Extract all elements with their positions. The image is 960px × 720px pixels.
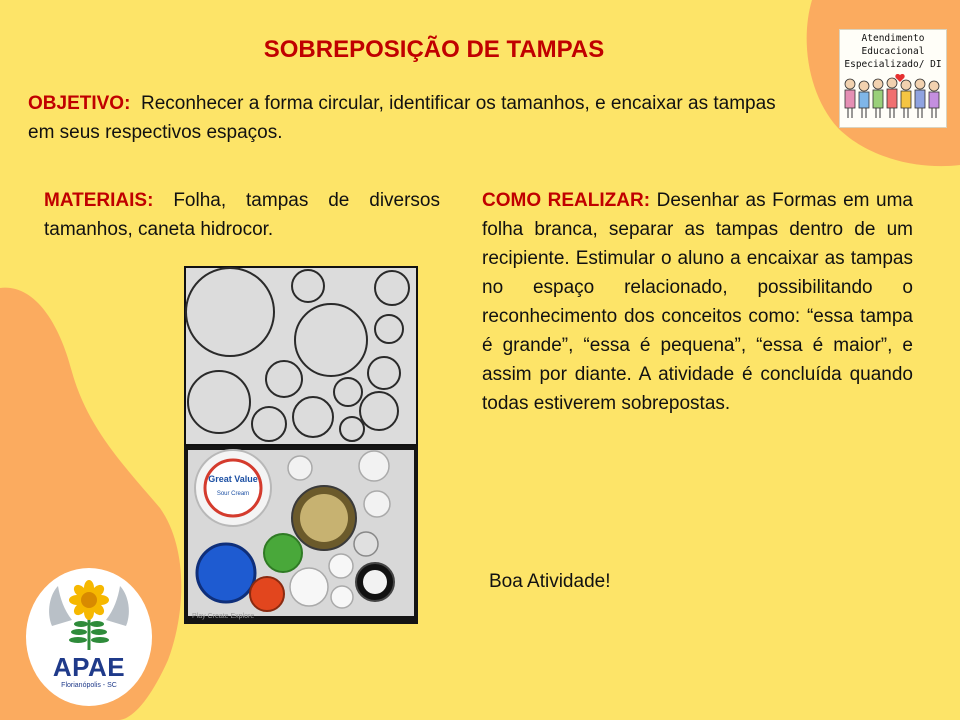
sunflower-hands-icon [26, 568, 152, 654]
slide-title: SOBREPOSIÇÃO DE TAMPAS [263, 36, 605, 63]
photo-lids [184, 446, 418, 624]
photo-drawn-circles [184, 266, 418, 446]
badge-text [840, 32, 946, 71]
logo-city: Florianópolis - SC [61, 682, 117, 689]
closing-text: Boa Atividade! [489, 571, 611, 592]
aee-badge [839, 29, 947, 128]
badge-line-3: Especializado/ DI [844, 59, 942, 70]
lid-brand-label: Great Value [208, 474, 258, 484]
apae-logo [26, 568, 152, 706]
objective-text: Reconhecer a forma circular, identificar os tamanhos, e encaixar as tampas em seus respectivos espaços. [28, 93, 776, 143]
materials-text: Folha, tampas de diversos tamanhos, caneta hidrocor. [44, 190, 441, 240]
circles-paper-drawing [184, 266, 418, 446]
children-drawing-icon [840, 74, 946, 126]
materials-label: MATERIAIS: [44, 190, 154, 211]
objective-label: OBJETIVO: [28, 93, 131, 114]
photo-watermark: Play Create Explore [192, 613, 255, 620]
badge-line-2: Educacional [861, 46, 925, 57]
how-to-label: COMO REALIZAR: [482, 190, 651, 211]
logo-name: APAE [52, 652, 126, 682]
lid-product-label: Sour Cream [216, 491, 250, 497]
how-to-paragraph [482, 186, 913, 418]
lids-on-paper [184, 446, 418, 624]
objective-paragraph [28, 89, 788, 147]
materials-paragraph [44, 186, 440, 244]
badge-line-1: Atendimento [861, 33, 925, 44]
how-to-text: Desenhar as Formas em uma folha branca, separar as tampas dentro de um recipiente. Estimular o aluno a encaixar as tampas no espaço relacionado, possibilitando o reconhecimento dos conceitos como: “essa tampa é grande”, “essa é pequena”, “essa é maior”, e assim por diante. A atividade é concluída quando todas estiverem sobrepostas. [482, 190, 913, 414]
